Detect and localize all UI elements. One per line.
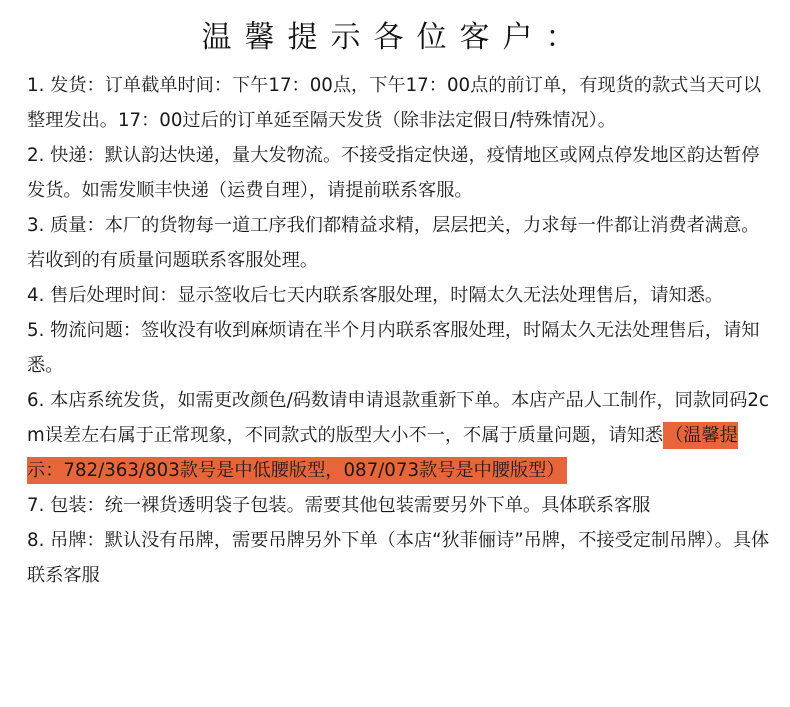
page-title: 温馨提示各位客户： [201, 20, 589, 55]
notice-item-system-shipping [27, 383, 772, 488]
notice-item-aftersale [27, 278, 772, 313]
notice-text: 1. 发货：订单截单时间：下午17：00点，下午17：00点的前订单，有现货的款式当天可以整理发出。17：00过后的订单延至隔天发货（除非法定假日/特殊情况）。 [27, 75, 762, 131]
notice-list [0, 68, 772, 593]
notice-item-packaging [27, 488, 772, 523]
highlight-tip: （温馨提示：782/363/803款号是中低腰版型，087/073款号是中腰版型） [27, 422, 738, 484]
notice-item-tag [27, 523, 772, 593]
notice-text: 3. 质量：本厂的货物每一道工序我们都精益求精，层层把关，力求每一件都让消费者满意。若收到的有质量问题联系客服处理。 [27, 215, 760, 271]
notice-text: 2. 快递：默认韵达快递，量大发物流。不接受指定快递，疫情地区或网点停发地区韵达暂停发货。如需发顺丰快递（运费自理），请提前联系客服。 [27, 145, 760, 201]
notice-text: 6. 本店系统发货，如需更改颜色/码数请申请退款重新下单。本店产品人工制作，同款同码2cm误差左右属于正常现象，不同款式的版型大小不一，不属于质量问题，请知悉 [27, 390, 769, 446]
notice-item-courier [27, 138, 772, 208]
notice-text: 7. 包装：统一裸货透明袋子包装。需要其他包装需要另外下单。具体联系客服 [27, 495, 651, 516]
notice-item-logistics [27, 313, 772, 383]
notice-item-shipping [27, 68, 772, 138]
notice-text: 8. 吊牌：默认没有吊牌，需要吊牌另外下单（本店“狄菲俪诗”吊牌，不接受定制吊牌）。具体联系客服 [27, 530, 770, 586]
notice-text: 4. 售后处理时间：显示签收后七天内联系客服处理，时隔太久无法处理售后，请知悉。 [27, 285, 724, 306]
notice-text: 5. 物流问题：签收没有收到麻烦请在半个月内联系客服处理，时隔太久无法处理售后，请知悉。 [27, 320, 760, 376]
notice-item-quality [27, 208, 772, 278]
